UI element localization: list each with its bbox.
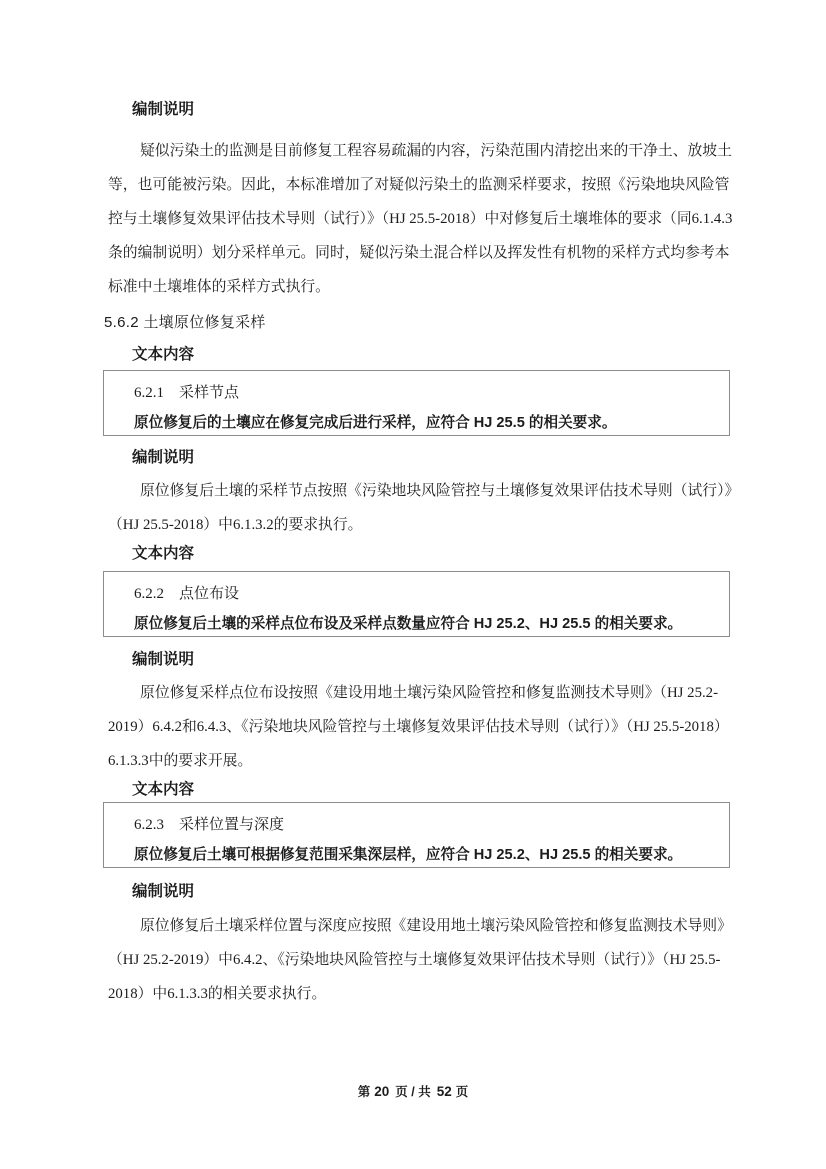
compile-note-label: 编制说明: [132, 101, 195, 118]
paragraph-line: （HJ 25.2-2019）中6.4.2、《污染地块风险管控与土壤修复效果评估技术导则（试行）》（HJ 25.5-: [108, 952, 721, 968]
clause-body: 原位修复后的土壤应在修复完成后进行采样，应符合 HJ 25.5 的相关要求。: [134, 415, 617, 431]
paragraph-2: [108, 474, 740, 542]
footer-suffix: 页: [455, 1085, 469, 1099]
clause-box-623: [103, 802, 730, 868]
paragraph-line: 控与土壤修复效果评估技术导则（试行）》（HJ 25.5-2018）中对修复后土壤堆体的要求（同6.1.4.3: [108, 211, 733, 227]
compile-note-label: 编制说明: [132, 449, 195, 466]
paragraph-line: 6.1.3.3中的要求开展。: [108, 753, 253, 769]
footer-total-pages: 52: [436, 1084, 452, 1099]
clause-box-622: [103, 571, 730, 637]
paragraph-line: 2019）6.4.2和6.4.3、《污染地块风险管控与土壤修复效果评估技术导则（试行）》（HJ 25.5-2018）: [108, 719, 729, 735]
compile-note-label: 编制说明: [132, 883, 195, 900]
paragraph-3: [108, 676, 729, 778]
clause-body: 原位修复后土壤的采样点位布设及采样点数量应符合 HJ 25.2、HJ 25.5 的相关要求。: [134, 616, 683, 632]
paragraph-line: 原位修复后土壤采样位置与深度应按照《建设用地土壤污染风险管控和修复监测技术导则》: [140, 918, 732, 934]
text-content-label: 文本内容: [132, 781, 195, 798]
clause-title: 6.2.2 点位布设: [134, 586, 240, 602]
paragraph-line: 标准中土壤堆体的采样方式执行。: [108, 279, 330, 295]
paragraph-1: [108, 134, 733, 304]
paragraph-line: （HJ 25.5-2018）中6.1.3.2的要求执行。: [108, 517, 363, 533]
paragraph-4: [108, 909, 732, 1011]
page-footer: [0, 1084, 826, 1100]
paragraph-line: 原位修复采样点位布设按照《建设用地土壤污染风险管控和修复监测技术导则》（HJ 25.2-: [140, 685, 718, 701]
paragraph-line: 2018）中6.1.3.3的相关要求执行。: [108, 986, 327, 1002]
section-heading: 5.6.2 土壤原位修复采样: [104, 314, 266, 331]
footer-infix: 页 / 共: [395, 1085, 431, 1099]
compile-note-label: 编制说明: [132, 651, 195, 668]
clause-body: 原位修复后土壤可根据修复范围采集深层样，应符合 HJ 25.2、HJ 25.5 的相关要求。: [134, 847, 683, 863]
footer-page-number: 20: [374, 1084, 390, 1099]
clause-box-621: [103, 370, 730, 436]
paragraph-line: 疑似污染土的监测是目前修复工程容易疏漏的内容，污染范围内清挖出来的干净土、放坡土: [140, 143, 732, 159]
clause-title: 6.2.3 采样位置与深度: [134, 817, 285, 833]
clause-title: 6.2.1 采样节点: [134, 385, 240, 401]
text-content-label: 文本内容: [132, 346, 195, 363]
paragraph-line: 条的编制说明）划分采样单元。同时，疑似污染土混合样以及挥发性有机物的采样方式均参考本: [108, 245, 730, 261]
paragraph-line: 等，也可能被污染。因此，本标准增加了对疑似污染土的监测采样要求，按照《污染地块风险管: [108, 177, 730, 193]
paragraph-line: 原位修复后土壤的采样节点按照《污染地块风险管控与土壤修复效果评估技术导则（试行）》: [140, 483, 740, 499]
footer-prefix: 第: [357, 1085, 371, 1099]
text-content-label: 文本内容: [132, 545, 195, 562]
